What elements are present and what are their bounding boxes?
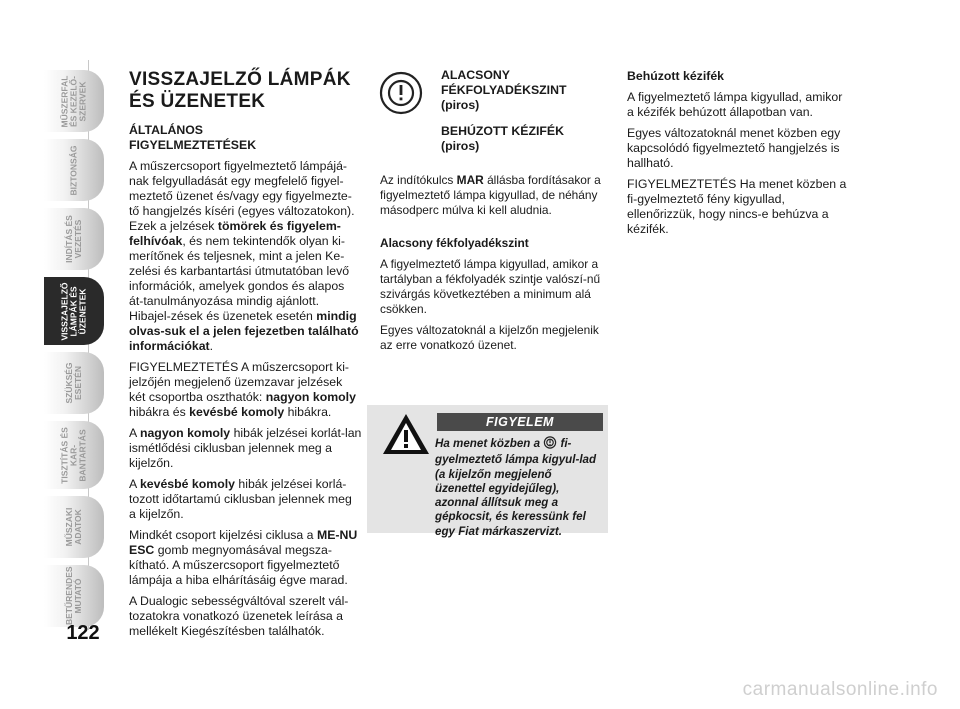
sidebar-tab-safety[interactable]: [44, 139, 104, 201]
paragraph: A nagyon komoly hibák jelzései korlát-lan ismétlődési ciklusban jelennek meg a kijelzőn.: [129, 426, 362, 470]
paragraph: A figyelmeztető lámpa kigyullad, amikor a tartályban a fékfolyadék szintje valószí-nű szivárgás következtében a minimum alá csökken.: [380, 257, 601, 316]
page-title: [129, 69, 362, 113]
sidebar-tab-label: SZÜKSÉG ESETÉN: [64, 362, 83, 404]
section-heading-line2: FIGYELMEZTETÉSEK: [129, 138, 257, 152]
sidebar-tab-label: BIZTONSÁG: [68, 145, 79, 195]
sidebar-tab-label: BETŰRENDES MUTATÓ: [64, 566, 83, 625]
brake-heading: ALACSONY FÉKFOLYADÉKSZINT (piros) BEHÚZOTT KÉZIFÉK (piros): [441, 68, 567, 153]
page-title-line2: ÉS ÜZENETEK: [129, 91, 266, 112]
column-brake-fluid: [380, 173, 606, 359]
paragraph: FIGYELMEZTETÉS A műszercsoport ki-jelzőjén megjelenő üzemzavar jelzések két csoportba oszthatók: nagyon komoly hibákra és kevésbé komoly hibákra.: [129, 360, 356, 419]
paragraph: Mindkét csoport kijelzési ciklusa a ME-NU ESC gomb megnyomásával megsza-kítható. A műszercsoport figyelmeztető lámpája a hiba elhárításáig égve marad.: [129, 528, 358, 587]
paragraph: Egyes változatoknál menet közben egy kapcsolódó figyelmeztető hangjelzés is hallható.: [627, 126, 841, 170]
sidebar-tab-maintenance[interactable]: [44, 421, 104, 489]
sidebar-tab-label: INDÍTÁS ÉS VEZETÉS: [64, 215, 83, 263]
warning-text: Ha menet közben a fi-gyelmeztető lámpa kigyul-lad (a kijelzőn megjelenő üzenettel egyidejűleg), azonnal állítsuk meg a gépkocsit, és keressünk fel egy Fiat márkaszervizt.: [435, 437, 597, 538]
warning-header: FIGYELEM: [437, 413, 603, 431]
paragraph: Az indítókulcs MAR állásba fordításakor a figyelmeztető lámpa kigyullad, de néhány másodperc múlva ki kell aludnia.: [380, 173, 601, 217]
paragraph: Egyes változatoknál a kijelzőn megjelenik az erre vonatkozó üzenet.: [380, 323, 599, 352]
brake-warning-inline-icon: [543, 436, 557, 453]
sidebar-tab-technical[interactable]: [44, 496, 104, 558]
paragraph: A Dualogic sebességváltóval szerelt vál-tozatokra vonatkozó üzenetek leírása a mellékelt Kiegészítésben találhatók.: [129, 594, 349, 638]
sidebar-tab-label: MŰSZAKI ADATOK: [64, 507, 83, 547]
sidebar-tab-index[interactable]: [44, 565, 104, 627]
page-number: 122: [66, 622, 100, 644]
sidebar-tab-label: TISZTÍTÁS ÉS KAR- BANTARTÁS: [59, 426, 88, 484]
sidebar-tab-instruments[interactable]: [44, 70, 104, 132]
section-heading: [129, 123, 362, 153]
page-title-line1: VISSZAJELZŐ LÁMPÁK: [129, 69, 351, 90]
sidebar-tab-emergency[interactable]: [44, 352, 104, 414]
subheading-brake-fluid: Alacsony fékfolyadékszint: [380, 236, 529, 250]
sidebar-tab-starting[interactable]: [44, 208, 104, 270]
paragraph: A műszercsoport figyelmeztető lámpájá-nak felgyulladását egy megfelelő figyel-meztető üzenet és/vagy egy figyelmezte-tő hangjelzés kíséri (egyes változatokon). Ezek a jelzések tömörek és figyelem-felhívóak, és nem tekintendők olyan ki-merítőnek és teljesnek, mint a jelen Ke-zelési és karbantartási útmutatóban levő információk, amelyek gondos és alapos át-tanulmányozása mindig ajánlott. Hibajel-zések és üzenetek esetén mindig olvas-suk el a jelen fejezetben található információkat.: [129, 159, 359, 353]
paragraph: A figyelmeztető lámpa kigyullad, amikor a kézifék behúzott állapotban van.: [627, 90, 843, 119]
watermark: carmanualsonline.info: [742, 679, 938, 700]
subheading-handbrake: Behúzott kézifék: [627, 69, 725, 83]
brake-warning-icon: [379, 71, 423, 115]
section-heading-line1: ÁLTALÁNOS: [129, 123, 203, 137]
paragraph: A kevésbé komoly hibák jelzései korlá-tozott időtartamú ciklusban jelennek meg a kijelzőn.: [129, 477, 352, 521]
paragraph: FIGYELMEZTETÉS Ha menet közben a fi-gyelmeztető fény kigyullad, ellenőrizzük, hogy nincs-e behúzva a kézifék.: [627, 177, 847, 236]
column-handbrake: [627, 69, 847, 243]
sidebar-tab-warning-lights[interactable]: [44, 277, 104, 345]
sidebar-tab-label: MŰSZERFAL ÉS KEZELŐ- SZERVEK: [59, 75, 88, 127]
sidebar-tab-label: VISSZAJELZŐ LÁMPÁK ÉS ÜZENETEK: [59, 281, 88, 341]
column-general-warnings: [129, 69, 362, 645]
